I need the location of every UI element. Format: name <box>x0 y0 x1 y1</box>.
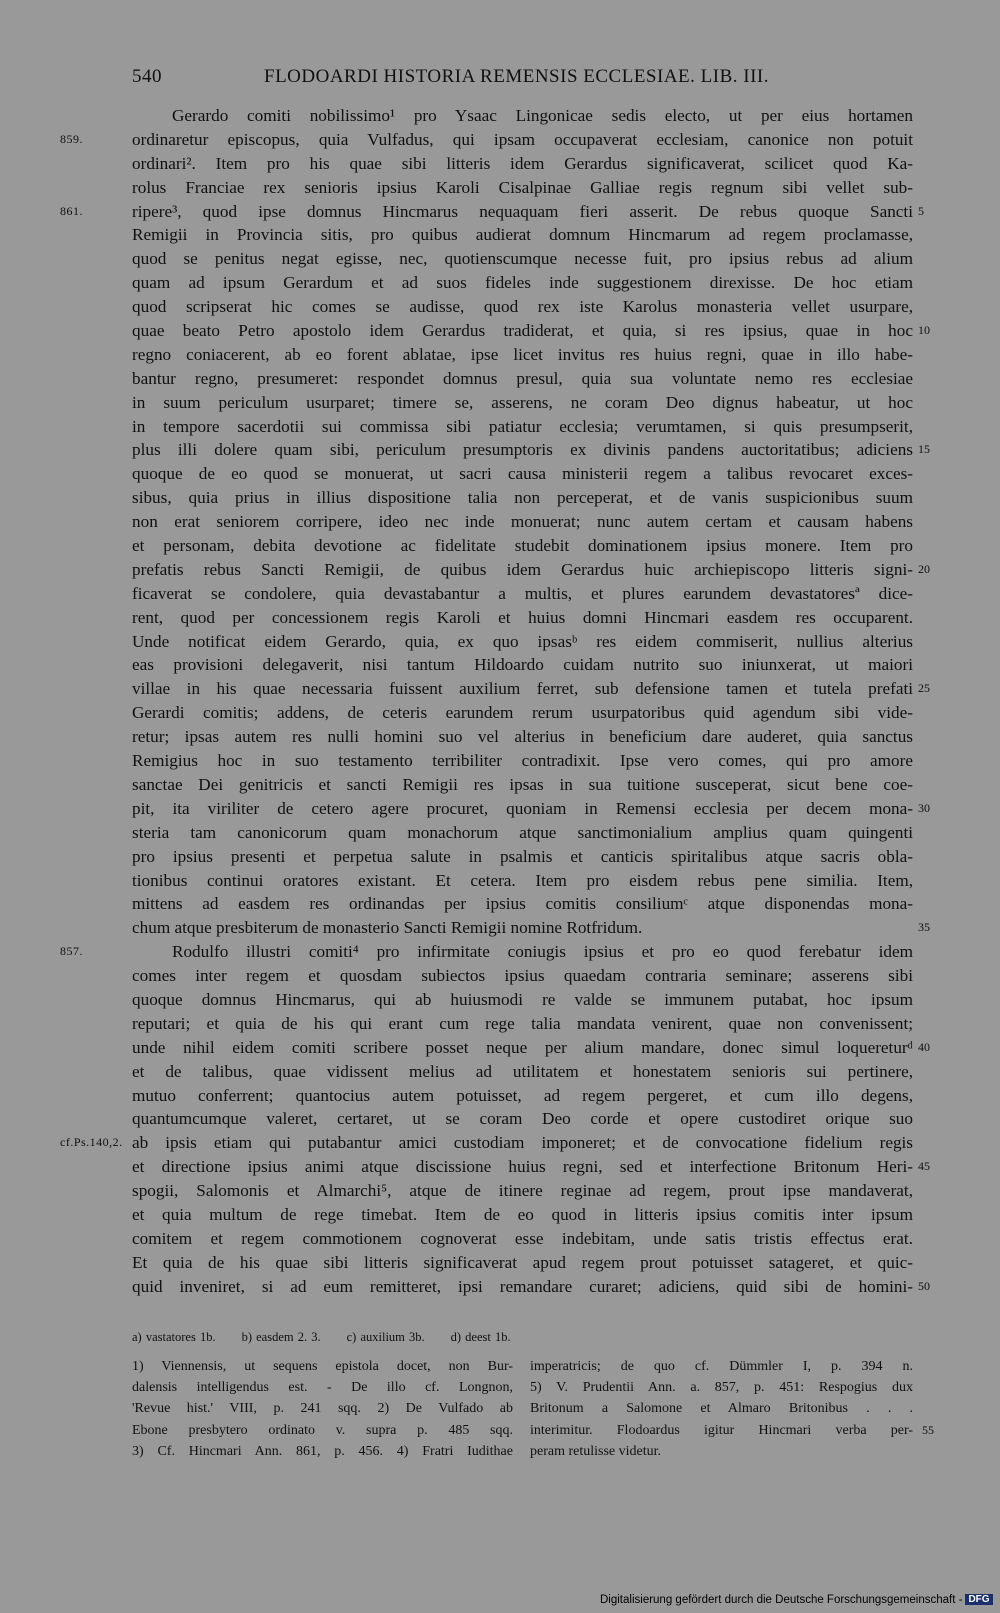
text-line-content: quoque domnus Hincmarus, qui ab huiusmodi re valde se immunem putabat, hoc ipsum <box>132 989 913 1009</box>
text-line-content: Rodulfo illustri comiti⁴ pro infirmitate coniugis ipsius et pro eo quod ferebatur idem <box>172 942 913 962</box>
text-line <box>132 869 913 893</box>
text-line <box>132 415 913 439</box>
text-line-content: Gerardi comitis; addens, de ceteris earundem rerum usurpatoribus quid agendum sibi vide- <box>132 703 913 723</box>
footnotes-right-column <box>530 1356 934 1462</box>
text-line-content: prefatis rebus Sancti Remigii, de quibus idem Gerardus huic archiepiscopo litteris signi- <box>132 559 913 579</box>
page-number: 540 <box>132 66 162 87</box>
footnote-line-content: peram retulisse videtur. <box>530 1443 662 1459</box>
line-number: 20 <box>918 561 930 576</box>
text-line-content: reputari; et quia de his qui erant cum rege talia mandata venirent, quae non convenissent; <box>132 1013 913 1033</box>
variant-note: c) auxilium 3b. <box>346 1330 425 1344</box>
text-line-content: et quia multum de rege timebat. Item de eo quod in litteris ipsius comitis inter ipsum <box>132 1204 913 1224</box>
text-line <box>132 1107 913 1131</box>
text-line-content: comitem et regem commotionem cognoverat esse indebitam, unde satis tristis effectus erat. <box>132 1228 913 1248</box>
footnote-line <box>530 1377 913 1398</box>
text-line <box>132 223 913 247</box>
text-line-content: bantur regno, presumeret: respondet domnus presul, quia sua voluntate nemo res ecclesiae <box>132 368 913 388</box>
text-line <box>132 295 913 319</box>
line-number: 30 <box>918 800 930 815</box>
line-number: 45 <box>918 1159 930 1174</box>
text-line <box>132 1275 930 1299</box>
text-line <box>132 630 913 654</box>
line-number: 55 <box>922 1422 934 1437</box>
text-line <box>132 438 930 462</box>
line-number: 25 <box>918 681 930 696</box>
text-line <box>132 916 930 940</box>
text-line-content: ab ipsis etiam qui putabantur amici custodiam imponeret; et de convocatione fidelium regis <box>132 1133 913 1153</box>
text-line-content: quoque de eo quod se monuerat, ut sacri causa ministerii regem a talibus revocaret exces- <box>132 464 913 484</box>
text-line-content: quam ad ipsum Gerardum et ad suos fideles inde suggestionem direxisse. De hoc etiam <box>132 273 913 293</box>
text-line <box>132 176 913 200</box>
text-line-content: mutuo conferrent; quantocius autem potuisset, ad regem pergeret, et cum illo degens, <box>132 1085 913 1105</box>
line-number: 50 <box>918 1278 930 1293</box>
text-line <box>132 988 913 1012</box>
text-line-content: Gerardo comiti nobilissimo¹ pro Ysaac Lingonicae sedis electo, ut per eius hortamen <box>172 106 913 125</box>
footer-text: Digitalisierung gefördert durch die Deutsche Forschungsgemeinschaft - <box>600 1594 963 1606</box>
text-line-content: chum atque presbiterum de monasterio Sancti Remigii nomine Rotfridum. <box>132 918 643 938</box>
text-line-content: ficaverat se condolere, quia devastabantur a multis, et plures earundem devastatoresª dice- <box>132 583 913 603</box>
line-number: 10 <box>918 323 930 338</box>
footnote-line-content: 5) V. Prudentii Ann. a. 857, p. 451: Respogius dux <box>530 1380 913 1396</box>
text-line <box>132 582 913 606</box>
text-line <box>132 821 913 845</box>
text-line <box>132 701 913 725</box>
main-text <box>60 104 930 1299</box>
text-line-content: ordinaretur episcopus, quia Vulfadus, qui ipsam occupaverat ecclesiam, canonice non potuit <box>132 129 913 149</box>
running-header <box>0 66 1000 96</box>
text-line-content: Remigius hoc in suo testamento terribiliter contradixit. Ipse vero comes, qui pro amore <box>132 751 913 771</box>
text-line <box>132 964 913 988</box>
footnotes-left-column <box>132 1356 513 1462</box>
footnote-line: dalensis intelligendus est. - De illo cf. Longnon, <box>132 1380 513 1396</box>
margin-note: 857. <box>60 944 83 959</box>
text-line <box>60 200 924 224</box>
text-line-content: plus illi dolere quam sibi, periculum presumptoris ex divinis pandens auctoritatibus; adiciens <box>132 440 913 460</box>
text-line <box>132 1155 930 1179</box>
text-line <box>132 271 913 295</box>
text-line-content: ordinari². Item pro his quae sibi litteris idem Gerardus significaverat, scilicet quod Ka- <box>132 153 913 173</box>
text-line-content: non erat seniorem corripere, ideo nec inde monuerat; nunc autem certam et causam habens <box>132 512 913 532</box>
line-number: 15 <box>918 442 930 457</box>
text-line <box>132 773 913 797</box>
text-line-content: unde nihil eidem comiti scribere posset neque per alium mandare, donec simul loquereturᵈ <box>132 1037 913 1057</box>
text-line-content: quid inveniret, si ad eum remitteret, ipsi remandare curaret; adiciens, quid sibi de homini- <box>132 1276 913 1296</box>
footnote-line-content: interimitur. Flodoardus igitur Hincmari verba per- <box>530 1422 913 1438</box>
footnote-line: Ebone presbytero ordinato v. supra p. 485 sqq. <box>132 1422 513 1438</box>
footnote-line-content: Britonum a Salomone et Almaro Britonibus . . . <box>530 1401 913 1417</box>
variant-note: a) vastatores 1b. <box>132 1330 216 1344</box>
footnote-line <box>530 1441 913 1462</box>
text-line <box>132 892 913 916</box>
text-line-content: rent, quod per concessionem regis Karoli et huius domni Hincmari easdem res occuparent. <box>132 607 913 627</box>
footnote-line: 3) Cf. Hincmari Ann. 861, p. 456. 4) Fratri Iudithae <box>132 1443 513 1459</box>
variant-note: d) deest 1b. <box>450 1330 511 1344</box>
text-line <box>132 725 913 749</box>
text-line-content: sanctae Dei genitricis et sancti Remigii res ipsas in sua tuitione susceperat, sicut bene coe- <box>132 774 913 794</box>
text-line-content: quantumcumque valeret, certaret, ut se coram Deo corde et opere custodiret orique suo <box>132 1109 913 1129</box>
margin-note: 861. <box>60 203 83 218</box>
text-line <box>132 1227 913 1251</box>
text-line <box>60 128 913 152</box>
text-line-content: Unde notificat eidem Gerardo, quia, ex quo ipsasᵇ res eidem commiserit, nullius alterius <box>132 631 913 651</box>
text-line <box>132 1179 913 1203</box>
text-line <box>132 558 930 582</box>
text-line-content: ripere³, quod ipse domnus Hincmarus nequaquam fieri asserit. De rebus quoque Sancti <box>132 201 913 221</box>
text-line-content: in suum periculum usurparet; timere se, asserens, ne coram Deo dignus habeatur, ut hoc <box>132 392 913 412</box>
text-line-content: eas provisioni delegaverit, nisi tantum Hildoardo cuidam nutrito suo iniunxerat, ut maiori <box>132 655 913 675</box>
text-line <box>60 1131 913 1155</box>
line-number: 5 <box>918 203 924 218</box>
text-line-content: tionibus continui oratores existant. Et cetera. Item pro eisdem rebus pene similia. Item, <box>132 870 913 890</box>
text-line <box>132 462 913 486</box>
footnote-line-content: imperatricis; de quo cf. Dümmler I, p. 394 n. <box>530 1359 913 1374</box>
running-title: FLODOARDI HISTORIA REMENSIS ECCLESIAE. LIB. III. <box>264 66 769 87</box>
text-line-content: quod scripserat hic comes se audisse, quod rex iste Karolus monasteria vellet usurpare, <box>132 297 913 317</box>
text-line-content: regno coniacerent, ab eo forent ablatae, ipse licet invitus res huius regni, quae in illo habe- <box>132 344 913 364</box>
footnote-line <box>530 1356 913 1377</box>
text-line-content: et personam, debita devotione ac fidelitate studebit dominationem ipsius monere. Item pro <box>132 536 913 556</box>
text-line-content: in tempore sacerdotii sui commissa sibi patiatur ecclesia; verumtamen, si quis presumpserit, <box>132 416 913 436</box>
text-line-content: Remigii in Provincia sitis, pro quibus audierat domnum Hincmarum ad regem proclamasse, <box>132 225 913 245</box>
textual-variants <box>132 1330 913 1345</box>
text-line <box>60 940 913 964</box>
text-line-content: retur; ipsas autem res nulli homini suo vel alterius in beneficium dare auderet, quia sanctus <box>132 727 913 747</box>
footnote-line: 1) Viennensis, ut sequens epistola docet, non Bur- <box>132 1359 513 1374</box>
text-line-content: mittens ad easdem res ordinandas per ipsius comitis consiliumᶜ atque disponendas mona- <box>132 894 913 914</box>
text-line <box>132 1203 913 1227</box>
line-number: 40 <box>918 1039 930 1054</box>
text-line-content: steria tam canonicorum quam monachorum atque sanctimonialium amplius quam quingenti <box>132 822 913 842</box>
dfg-logo: DFG <box>965 1594 992 1605</box>
text-line <box>132 319 930 343</box>
text-line <box>132 343 913 367</box>
line-number: 35 <box>918 920 930 935</box>
text-line <box>132 152 913 176</box>
text-line <box>132 606 913 630</box>
text-line-content: spogii, Salomonis et Almarchi⁵, atque de itinere reginae ad regem, prout ipse mandaverat, <box>132 1181 913 1201</box>
text-line <box>132 845 913 869</box>
text-line <box>132 486 913 510</box>
margin-note: 859. <box>60 131 83 146</box>
text-line <box>132 104 913 128</box>
footnote-line <box>530 1398 913 1419</box>
text-line <box>132 1084 913 1108</box>
variant-note: b) easdem 2. 3. <box>241 1330 321 1344</box>
text-line <box>132 1060 913 1084</box>
text-line <box>132 653 913 677</box>
text-line <box>132 391 913 415</box>
text-line-content: et directione ipsius animi atque discissione huius regni, sed et interfectione Britonum Heri- <box>132 1157 913 1177</box>
text-line-content: quod se penitus negat egisse, nec, quotienscumque necesse fuit, pro ipsius rebus ad alium <box>132 249 913 269</box>
text-line <box>132 749 913 773</box>
digitization-footer <box>600 1594 993 1606</box>
text-line <box>132 797 930 821</box>
text-line <box>132 367 913 391</box>
text-line <box>132 510 913 534</box>
text-line-content: et de talibus, quae vidissent melius ad utilitatem et honestatem senioris sui pertinere, <box>132 1061 913 1081</box>
text-line <box>132 1036 930 1060</box>
text-line <box>132 677 930 701</box>
text-line-content: rolus Franciae rex senioris ipsius Karoli Cisalpinae Galliae regis regnum sibi vellet sub- <box>132 177 913 197</box>
margin-note: cf.Ps.140,2. <box>60 1135 123 1150</box>
text-line <box>132 247 913 271</box>
text-line <box>132 1012 913 1036</box>
footnote-line: 'Revue hist.' VIII, p. 241 sqq. 2) De Vulfado ab <box>132 1401 513 1417</box>
text-line-content: comes inter regem et quosdam subiectos ipsius quaedam contraria seminare; asserens sibi <box>132 966 913 986</box>
text-line-content: sibus, quia prius in illius dispositione talia non perceperat, et de vanis suspicionibus suum <box>132 488 913 508</box>
text-line-content: quae beato Petro apostolo idem Gerardus tradiderat, et quia, si res ipsius, quae in hoc <box>132 321 913 341</box>
text-line-content: Et quia de his quae sibi litteris significaverat apud regem prout potuisset satageret, et quic- <box>132 1252 913 1272</box>
text-line-content: villae in his quae necessaria fuissent auxilium ferret, sub defensione tamen et tutela prefati <box>132 679 913 699</box>
footnote-line <box>530 1420 934 1441</box>
text-line <box>132 1251 913 1275</box>
text-line <box>132 534 913 558</box>
text-line-content: pit, ita viriliter de cetero agere procuret, quoniam in Remensi ecclesia per decem mona- <box>132 798 913 818</box>
text-line-content: pro ipsius presenti et perpetua salute in psalmis et canticis spiritalibus atque sacris obla- <box>132 846 913 866</box>
